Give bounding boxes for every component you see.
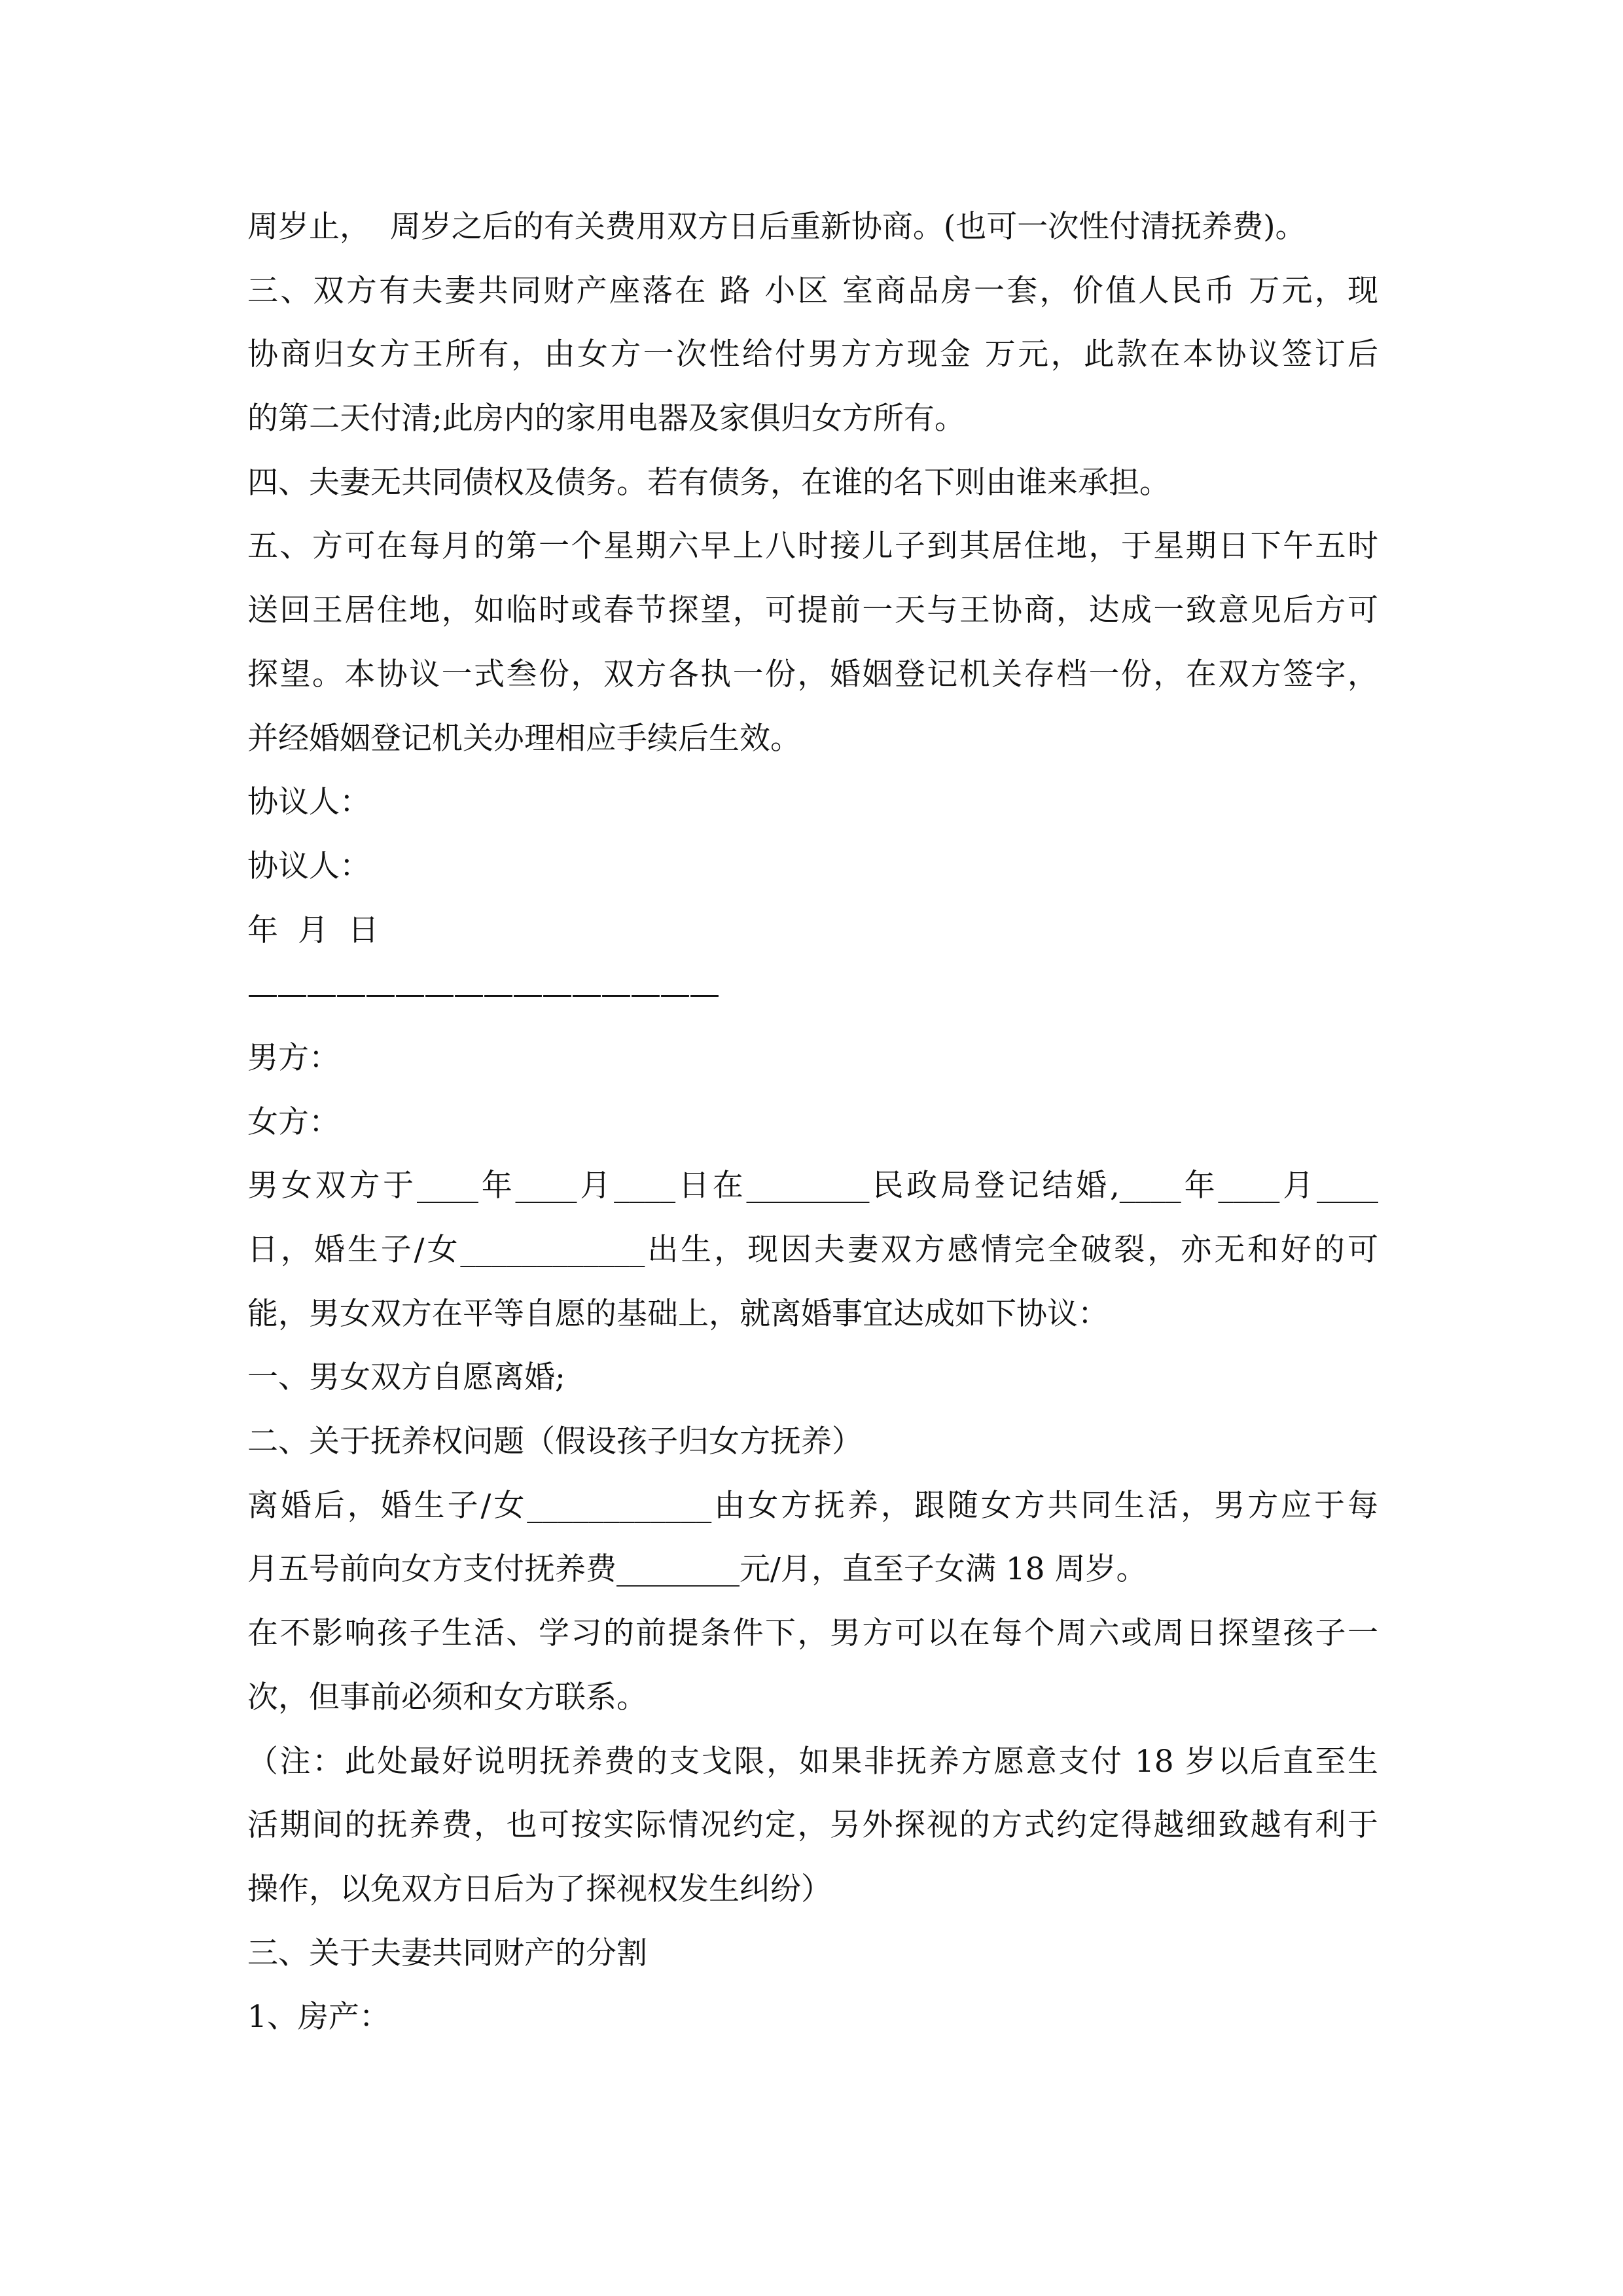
paragraph-line: 五、方可在每月的第一个星期六早上八时接儿子到其居住地，于星期日下午五时 (247, 528, 1378, 565)
note-line: 操作，以免双方日后为了探视权发生纠纷） (247, 1871, 832, 1907)
clause-heading: 一、男女双方自愿离婚; (247, 1359, 565, 1396)
paragraph-line: 次，但事前必须和女方联系。 (247, 1679, 647, 1715)
paragraph-line: 在不影响孩子生活、学习的前提条件下，男方可以在每个周六或周日探望孩子一 (247, 1615, 1378, 1652)
clause-heading: 二、关于抚养权问题（假设孩子归女方抚养） (247, 1424, 863, 1460)
paragraph-line: 并经婚姻登记机关办理相应手续后生效。 (247, 720, 801, 757)
paragraph-line: 周岁止， 周岁之后的有关费用双方日后重新协商。(也可一次性付清抚养费)。 (247, 209, 1306, 245)
paragraph-line: 能，男女双方在平等自愿的基础上，就离婚事宜达成如下协议： (247, 1295, 1109, 1332)
paragraph-line: 四、夫妻无共同债权及债务。若有债务，在谁的名下则由谁来承担。 (247, 464, 1170, 501)
date-line: 年 月 日 (247, 912, 379, 948)
sub-clause-heading: 1、房产： (247, 1999, 390, 2036)
party-male-label: 男方： (247, 1039, 340, 1076)
paragraph-line: 月五号前向女方支付抚养费________元/月，直至子女满 18 周岁。 (247, 1551, 1147, 1588)
clause-heading: 三、关于夫妻共同财产的分割 (247, 1935, 647, 1971)
signatory-label: 协议人： (247, 784, 370, 821)
paragraph-line: 离婚后，婚生子/女____________由女方抚养，跟随女方共同生活，男方应于每 (247, 1487, 1378, 1524)
paragraph-line: 协商归女方王所有，由女方一次性给付男方方现金 万元，此款在本协议签订后 (247, 336, 1378, 373)
document-body (247, 195, 1378, 2049)
separator-rule: ———————————————— (247, 976, 719, 1013)
paragraph-line: 探望。本协议一式叁份，双方各执一份，婚姻登记机关存档一份，在双方签字， (247, 656, 1378, 692)
paragraph-line: 的第二天付清;此房内的家用电器及家俱归女方所有。 (247, 401, 965, 437)
note-line: （注：此处最好说明抚养费的支戈限，如果非抚养方愿意支付 18 岁以后直至生 (247, 1743, 1378, 1780)
signatory-label: 协议人： (247, 848, 370, 884)
paragraph-line: 送回王居住地，如临时或春节探望，可提前一天与王协商，达成一致意见后方可 (247, 592, 1378, 629)
paragraph-line: 三、双方有夫妻共同财产座落在 路 小区 室商品房一套，价值人民币 万元，现 (247, 272, 1378, 309)
party-female-label: 女方： (247, 1103, 340, 1140)
note-line: 活期间的抚养费，也可按实际情况约定，另外探视的方式约定得越细致越有利于 (247, 1807, 1378, 1844)
paragraph-line: 日，婚生子/女____________出生，现因夫妻双方感情完全破裂，亦无和好的可 (247, 1232, 1378, 1268)
paragraph-line: 男女双方于____年____月____日在________民政局登记结婚,____年____月____ (247, 1168, 1378, 1204)
